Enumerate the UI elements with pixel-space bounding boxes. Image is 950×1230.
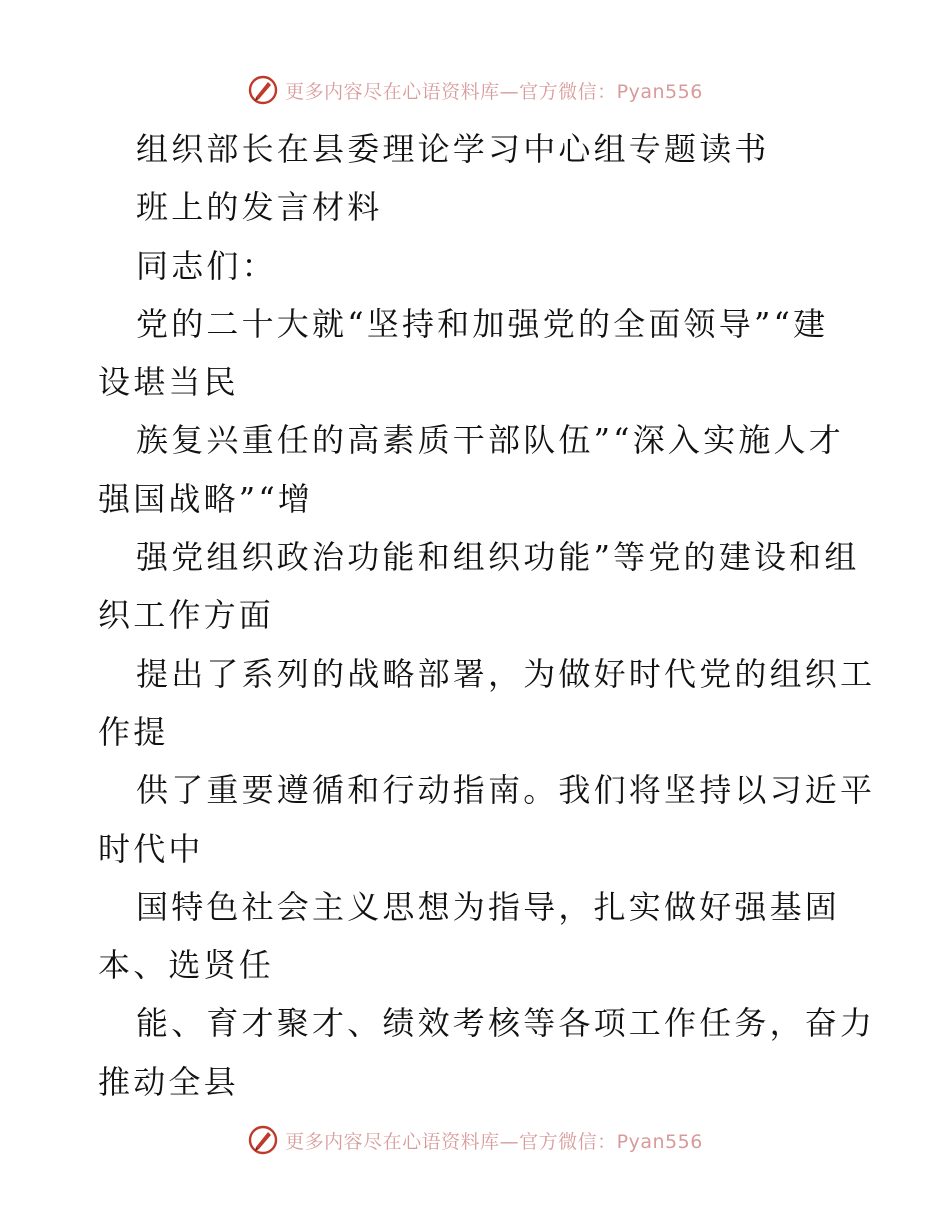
text-line: 同志们：	[136, 246, 277, 285]
text-line: 设堪当民	[98, 363, 239, 402]
pen-logo-icon	[247, 1124, 279, 1156]
footer-watermark	[0, 1120, 950, 1160]
text-line: 织工作方面	[98, 596, 275, 635]
text-line: 本、选贤任	[98, 946, 275, 985]
text-line: 党的二十大就“坚持和加强党的全面领导”“建	[136, 304, 829, 343]
watermark-text: 更多内容尽在心语资料库—官方微信：Pyan556	[285, 1130, 703, 1153]
text-line: 推动全县	[98, 1062, 239, 1101]
text-line: 族复兴重任的高素质干部队伍”“深入实施人才	[136, 421, 844, 460]
document-body	[98, 120, 876, 1111]
text-line: 强党组织政治功能和组织功能”等党的建设和组	[136, 538, 860, 577]
text-line: 强国战略”“增	[98, 479, 314, 518]
watermark-group	[247, 1124, 703, 1156]
watermark-group	[247, 74, 703, 106]
text-line: 国特色社会主义思想为指导，扎实做好强基固	[136, 887, 841, 926]
text-line: 提出了系列的战略部署，为做好时代党的组织工	[136, 654, 876, 693]
text-line: 班上的发言材料	[136, 188, 383, 227]
text-line: 时代中	[98, 829, 204, 868]
header-watermark	[0, 70, 950, 110]
text-line: 组织部长在县委理论学习中心组专题读书	[136, 130, 770, 168]
watermark-text: 更多内容尽在心语资料库—官方微信：Pyan556	[285, 80, 703, 103]
pen-logo-icon	[247, 74, 279, 106]
text-line: 供了重要遵循和行动指南。我们将坚持以习近平	[136, 771, 876, 810]
text-line: 能、育才聚才、绩效考核等各项工作任务，奋力	[136, 1004, 876, 1043]
text-line: 作提	[98, 712, 169, 751]
